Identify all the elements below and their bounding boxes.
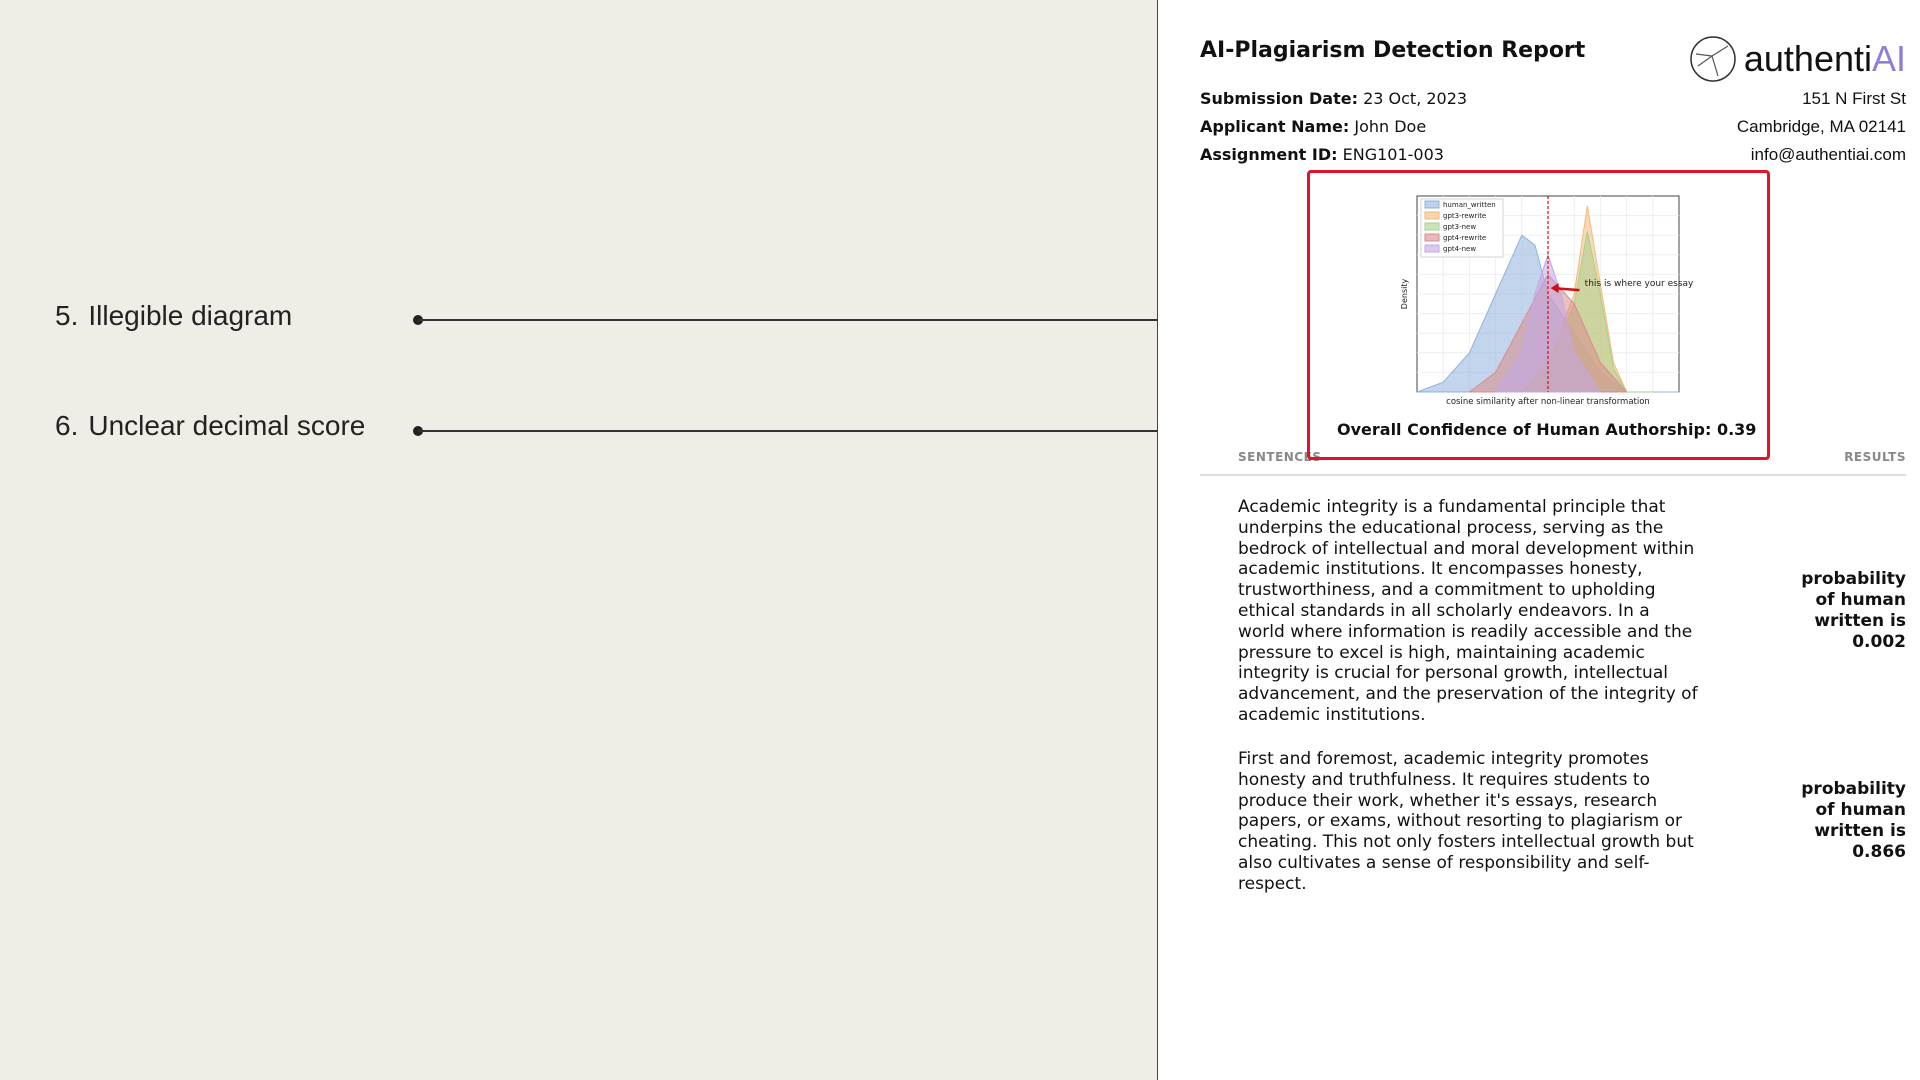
paragraph-text: Academic integrity is a fundamental principle that underpins the educational process, serving as the bedrock of intellectual and moral development within academic institutions. It encompasses honesty, trustworthiness, and a commitment to upholding ethical standards in all scholarly endeavors. In a world where information is readily accessible and the pressure to excel is high, maintaining academic integrity is crucial for personal growth, intellectual advancement, and the preservation of the integrity of academic institutions. <box>1238 497 1698 725</box>
confidence-score: Overall Confidence of Human Authorship: 0.39 <box>1337 420 1757 439</box>
callout-unclear-score <box>55 410 365 442</box>
callout-text: Unclear decimal score <box>88 410 366 441</box>
sentences-column-header: SENTENCES <box>1238 450 1322 464</box>
chart-annotation: this is where your essay <box>1584 279 1694 290</box>
chart-legend-swatch <box>1425 201 1439 208</box>
address-street: 151 N First St <box>1802 89 1906 108</box>
result-probability: probability of human written is 0.002 <box>1801 569 1906 652</box>
chart-legend-label: gpt4-rewrite <box>1443 234 1487 242</box>
applicant-row <box>1200 113 1467 141</box>
address-email[interactable]: info@authentiai.com <box>1750 145 1906 164</box>
chart-legend-label: human_written <box>1443 201 1496 209</box>
chart-legend-swatch <box>1425 234 1439 241</box>
report-meta <box>1200 85 1467 169</box>
assignment-row <box>1200 141 1467 169</box>
brand-name: authentiAI <box>1743 38 1906 79</box>
chart-legend-label: gpt3-new <box>1443 223 1477 231</box>
submission-date-value: 23 Oct, 2023 <box>1363 89 1468 108</box>
result-probability: probability of human written is 0.866 <box>1801 779 1906 862</box>
callout-number: 5. <box>55 300 79 331</box>
chart-legend-swatch <box>1425 212 1439 219</box>
callout-illegible-diagram <box>55 300 292 332</box>
header-divider <box>1200 474 1906 476</box>
callout-number: 6. <box>55 410 79 441</box>
applicant-label: Applicant Name: <box>1200 117 1350 136</box>
callout-text: Illegible diagram <box>88 300 293 331</box>
applicant-value: John Doe <box>1354 117 1427 136</box>
assignment-value: ENG101-003 <box>1342 145 1444 164</box>
assignment-label: Assignment ID: <box>1200 145 1338 164</box>
chart-x-axis-label: cosine similarity after non-linear transformation <box>1446 397 1650 407</box>
chart-y-axis-label: Density <box>1400 278 1409 310</box>
submission-date-label: Submission Date: <box>1200 89 1358 108</box>
paragraph-text: First and foremost, academic integrity promotes honesty and truthfulness. It requires students to produce their work, whether it's essays, research papers, or exams, without resorting to plagiarism or cheating. This not only fosters intellectual growth but also cultivates a sense of responsibility and self-respect. <box>1238 749 1694 894</box>
chart-legend-label: gpt4-new <box>1443 245 1477 253</box>
chart-legend-swatch <box>1425 223 1439 230</box>
density-chart <box>1397 190 1697 410</box>
chart-legend-label: gpt3-rewrite <box>1443 212 1487 220</box>
report-title: AI-Plagiarism Detection Report <box>1200 38 1586 63</box>
chart-legend-swatch <box>1425 245 1439 252</box>
address-city: Cambridge, MA 02141 <box>1736 117 1906 136</box>
report-page <box>1157 0 1920 1080</box>
results-column-header: RESULTS <box>1844 450 1906 464</box>
brand-mark-icon <box>1688 34 1738 84</box>
submission-date-row <box>1200 85 1467 113</box>
company-address <box>1737 85 1906 169</box>
brand-logo <box>1688 34 1906 84</box>
